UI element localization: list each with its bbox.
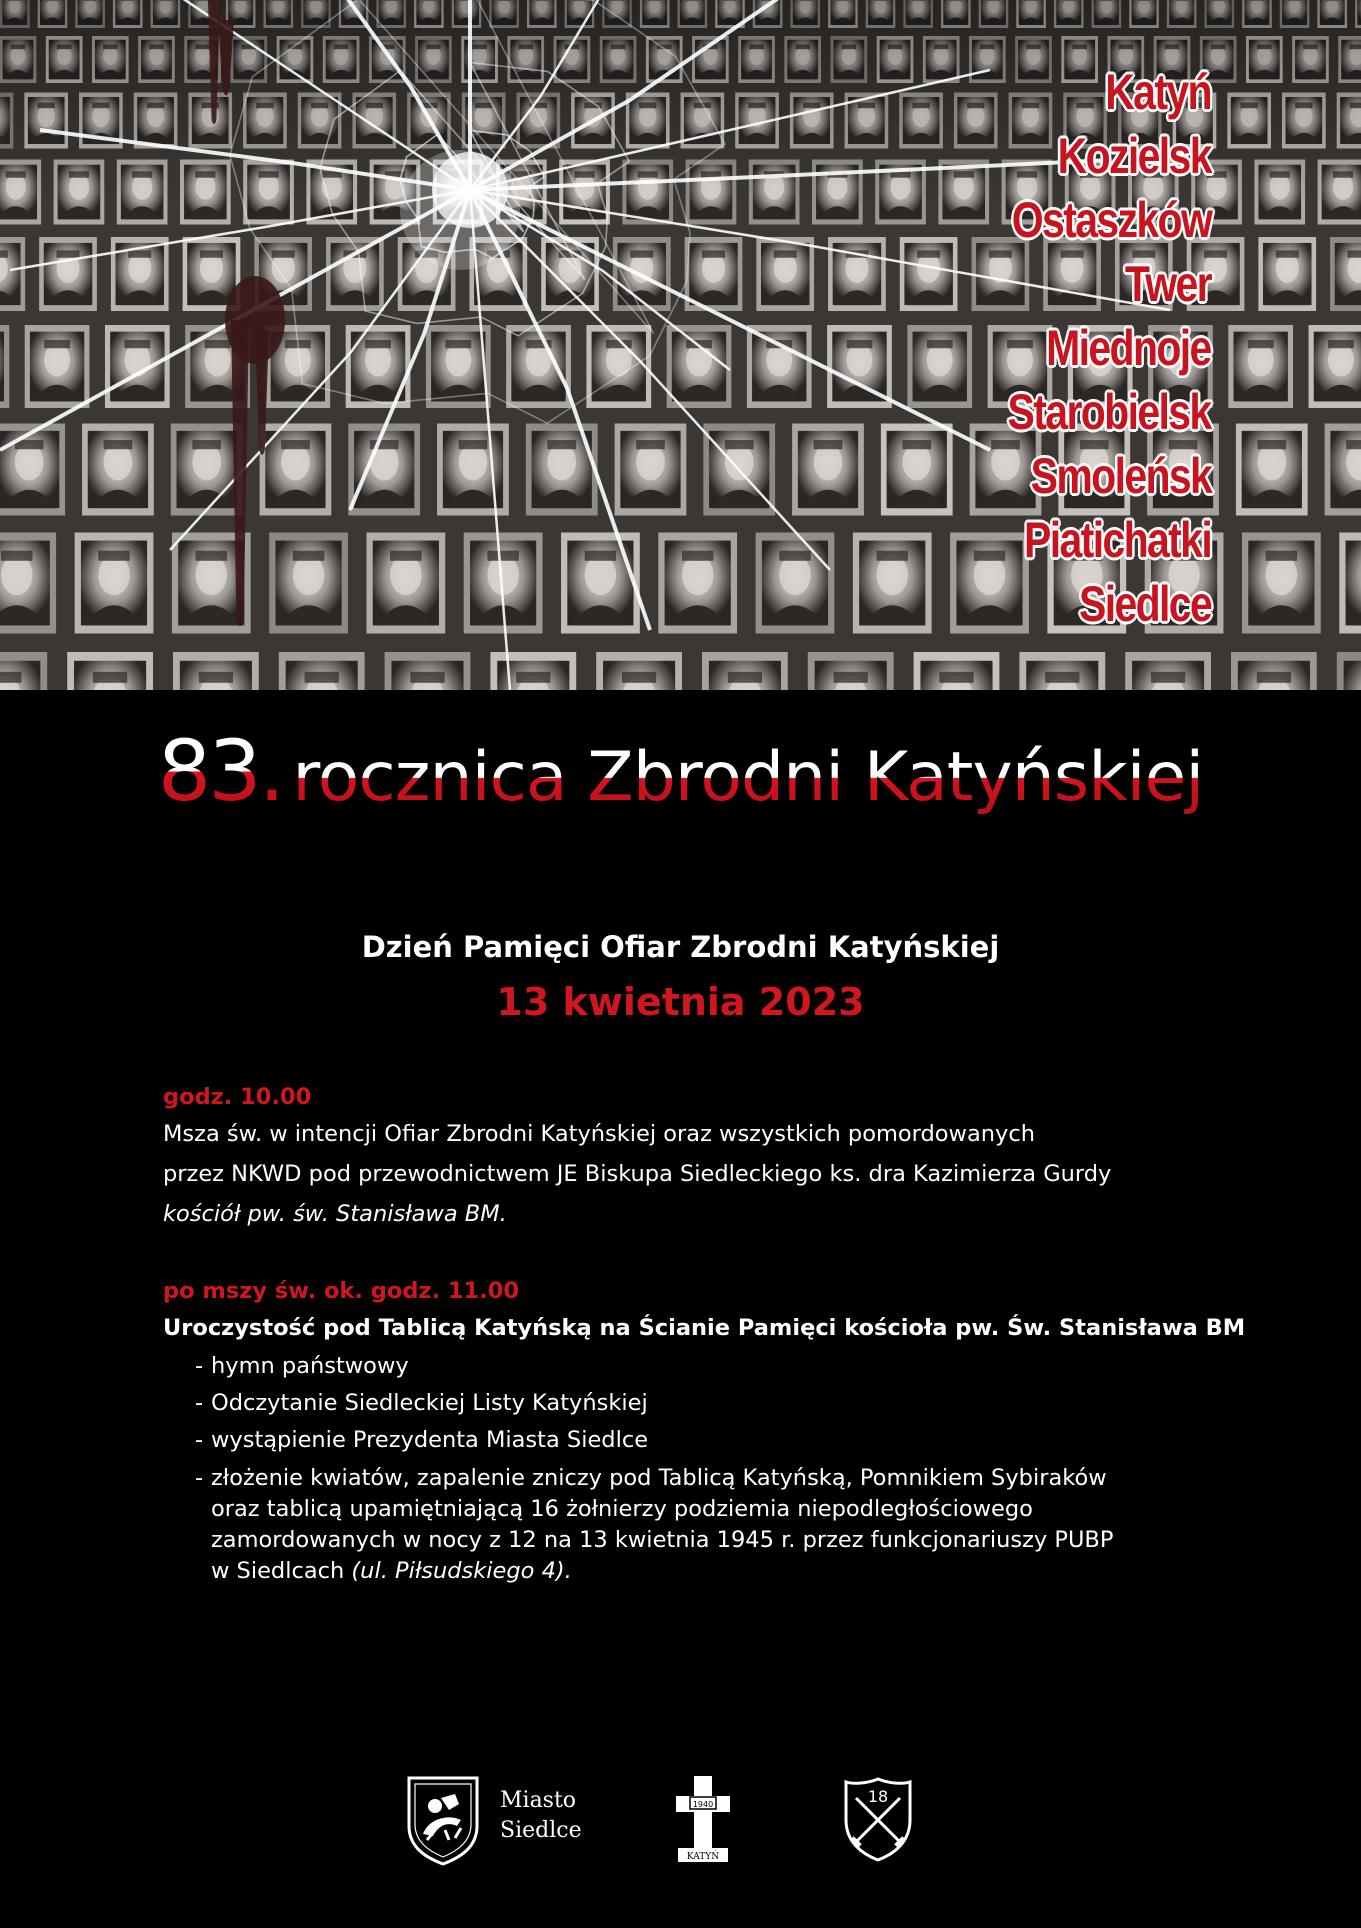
list-item: [195, 1463, 1223, 1587]
event-description-line: przez NKWD pod przewodnictwem JE Biskupa Siedleckiego ks. dra Kazimierza Gurdy: [163, 1161, 1112, 1187]
place-name: Siedlce: [1078, 576, 1211, 632]
program-block-ceremony: [163, 1274, 1246, 1587]
siedlce-coat-of-arms-icon: [405, 1774, 481, 1866]
list-item: - hymn państwowy: [195, 1348, 1223, 1385]
event-subtitle: Dzień Pamięci Ofiar Zbrodni Katyńskiej: [361, 930, 1000, 964]
place-name: Kozielsk: [1057, 128, 1211, 184]
ceremony-items: [163, 1348, 1223, 1587]
place-name: Katyń: [1105, 64, 1211, 120]
shield-number-text: 18: [867, 1787, 889, 1806]
event-heading: Uroczystość pod Tablicą Katyńską na Ścianie Pamięci kościoła pw. Św. Stanisława BM: [163, 1315, 1246, 1341]
footer-logos: [0, 1770, 1361, 1870]
place-name: Miednoje: [1046, 320, 1211, 376]
regiment-shield-icon: [842, 1776, 914, 1862]
event-time: godz. 10.00: [163, 1084, 312, 1110]
place-name: Ostaszków: [1011, 192, 1211, 248]
program-block-mass: [163, 1080, 1223, 1234]
event-date: 13 kwietnia 2023: [496, 980, 865, 1024]
list-item-line: - złożenie kwiatów, zapalenie zniczy pod Tablicą Katyńską, Pomnikiem Sybiraków: [211, 1465, 1107, 1491]
event-location: kościół pw. św. Stanisława BM.: [163, 1201, 507, 1227]
event-description-line: Msza św. w intencji Ofiar Zbrodni Katyńskiej oraz wszystkich pomordowanych: [163, 1121, 1035, 1147]
title-text: rocznica Zbrodni Katyńskiej: [292, 738, 1204, 817]
places-list: [791, 60, 1211, 636]
place-name: Piatichatki: [1023, 512, 1211, 568]
cross-year-text: 1940: [692, 1800, 714, 1809]
address-text: (ul. Piłsudskiego 4).: [351, 1558, 572, 1584]
list-item: - Odczytanie Siedleckiej Listy Katyńskiej: [195, 1385, 1223, 1422]
list-item-line: zamordowanych w nocy z 12 na 13 kwietnia 1945 r. przez funkcjonariuszy PUBP: [211, 1527, 1114, 1553]
final-line-text: w Siedlcach: [211, 1558, 352, 1584]
city-text-line: Siedlce: [500, 1818, 582, 1843]
place-name: Starobielsk: [1007, 384, 1211, 440]
city-logo-text: [500, 1786, 582, 1846]
place-name: Twer: [1124, 256, 1211, 312]
list-item: - wystąpienie Prezydenta Miasta Siedlce: [195, 1422, 1223, 1459]
city-text-line: Miasto: [500, 1788, 577, 1813]
anniversary-number: 83.: [157, 722, 283, 820]
page-title: [0, 722, 1361, 820]
program: [163, 1080, 1246, 1587]
cross-label-text: KATYŃ: [686, 1852, 720, 1862]
place-name: Smoleńsk: [1030, 448, 1211, 504]
event-time: po mszy św. ok. godz. 11.00: [163, 1278, 520, 1304]
katyn-cross-icon: [672, 1774, 734, 1866]
list-item-line: oraz tablicą upamiętniającą 16 żołnierzy podziemia niepodległościowego: [211, 1496, 1033, 1522]
list-item-line: [211, 1556, 1223, 1587]
hero-photo-collage: [0, 0, 1361, 690]
